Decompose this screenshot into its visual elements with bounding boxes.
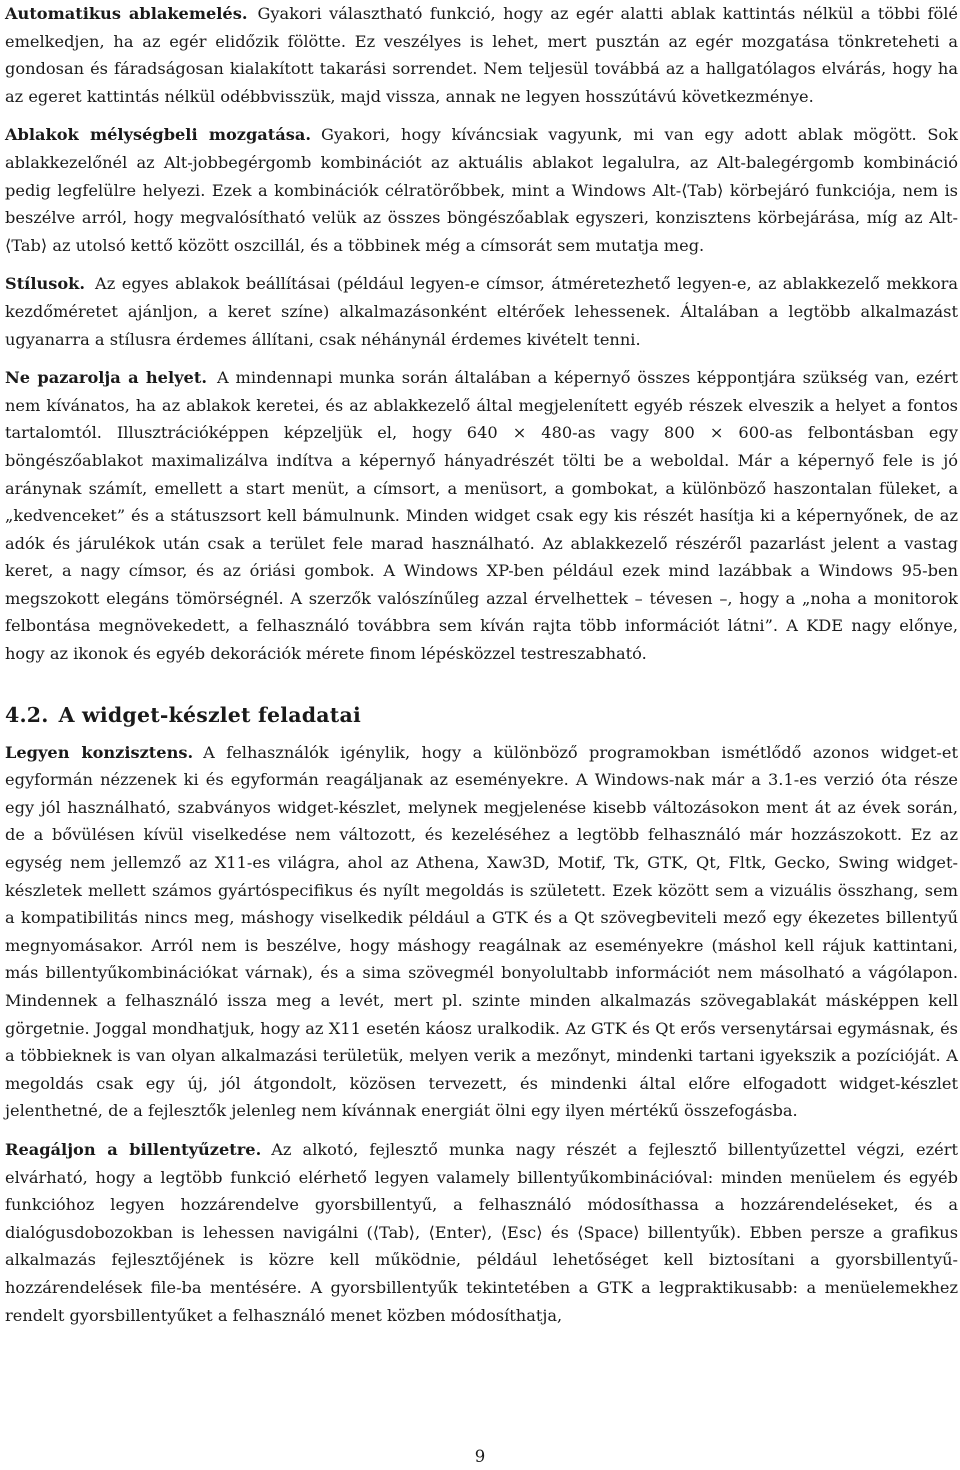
paragraph-auto-raise xyxy=(5,0,958,110)
document-page xyxy=(5,0,958,1329)
paragraph-text: A mindennapi munka során általában a képernyő összes képpontjára szükség van, ezért nem kívánatos, ha az ablakok keretei, és az ablakkezelő által megjelenített egyéb részek elveszik a helyet a fontos tartalomtól. Illusztrációképpen képzeljük el, hogy 640 × 480-as vagy 800 × 600-as felbontásban egy böngészőablakot maximalizálva indítva a képernyő hányadrészét tölti be a weboldal. Már a képernyő fele is jó aránynak számít, emellett a start menüt, a címsort, a menüsort, a gombokat, a különböző haszontalan füleket, a „kedvenceket” és a státuszsort kell bámulnunk. Minden widget csak egy kis részét hasítja ki a képernyőnek, de az adók és járulékok után csak a terület fele marad használható. Az ablakkezelő részéről pazarlást jelent a vastag keret, a nagy címsor, és az óriási gombok. A Windows XP-ben például ezek mind lazábbak a Windows 95-ben megszokott elegáns tömörségnél. A szerzők valószínűleg azzal érvelhettek – tévesen –, hogy a „noha a monitorok felbontása megnövekedett, a felhasználó továbbra sem kíván rajta több információt látni”. A KDE nagy előnye, hogy az ikonok és egyéb dekorációk mérete finom lépésközzel testreszabható. xyxy=(5,368,958,664)
paragraph-title: Reagáljon a billentyűzetre. xyxy=(5,1139,262,1159)
paragraph-consistent xyxy=(5,739,958,1125)
section-title: A widget-készlet feladatai xyxy=(58,702,361,727)
paragraph-title: Ne pazarolja a helyet. xyxy=(5,368,207,388)
paragraph-title: Stílusok. xyxy=(5,274,85,294)
paragraph-depth-moving xyxy=(5,121,958,259)
paragraph-styles xyxy=(5,270,958,353)
paragraph-text: Gyakori választható funkció, hogy az egér alatti ablak kattintás nélkül a többi fölé emelkedjen, ha az egér elidőzik fölötte. Ez veszélyes is lehet, mert pusztán az egér mozgatása tönkreteheti a gondosan és fáradságosan kialakított takarási sorrendet. Nem teljesül továbbá az a hallgatólagos elvárás, hogy ha az egeret kattintás nélkül odébbvisszük, majd vissza, annak ne legyen hosszútávú következménye. xyxy=(5,4,958,106)
paragraph-title: Ablakok mélységbeli mozgatása. xyxy=(5,125,311,145)
paragraph-text: A felhasználók igénylik, hogy a különböző programokban ismétlődő azonos widget-et egyformán nézzenek ki és egyformán reagáljanak az eseményekre. A Windows-nak már a 3.1-es verzió óta része egy jól használható, szabványos widget-készlet, melynek megjelenése kisebb változásokon ment át az évek során, de a bővülésen kívül viselkedése nem változott, és kezeléséhez a legtöbb felhasználó már hozzászokott. Ez az egység nem jellemző az X11-es világra, ahol az Athena, Xaw3D, Motif, Tk, GTK, Qt, Fltk, Gecko, Swing widget-készletek mellett számos gyártóspecifikus és nyílt megoldás is született. Ezek között sem a vizuális összhang, sem a kompatibilitás nincs meg, máshogy viselkedik például a GTK és a Qt szövegbeviteli mező egy ékezetes billentyű megnyomásakor. Arról nem is beszélve, hogy máshogy reagálnak az eseményekre (máshol kell rájuk kattintani, más billentyűkombinációkat várnak), és a sima szövegmél bonyolultabb információt nem másolható a vágólapon. Mindennek a felhasználó issza meg a levét, mert pl. szinte minden alkalmazás szövegablakát másképpen kell görgetnie. Joggal mondhatjuk, hogy az X11 esetén káosz uralkodik. Az GTK és Qt erős versenytársai egymásnak, és a többieknek is van olyan alkalmazási területük, melyen verik a mezőnyt, mindenki tartani igyekszik a pozícióját. A megoldás csak egy új, jól átgondolt, közösen tervezett, és mindenki által előre elfogadott widget-készlet jelenthetné, de a fejlesztők jelenleg nem kívánnak energiát ölni egy ilyen mértékű összefogásba. xyxy=(5,742,958,1121)
page-number: 9 xyxy=(474,1447,486,1466)
paragraph-keyboard xyxy=(5,1136,958,1329)
paragraph-dont-waste-space xyxy=(5,364,958,668)
section-heading xyxy=(5,701,958,729)
paragraph-text: Gyakori, hogy kíváncsiak vagyunk, mi van egy adott ablak mögött. Sok ablakkezelőnél az Alt-jobbegérgomb kombinációt az aktuális ablakot legalulra, az Alt-balegérgomb kombináció pedig legfelülre helyezi. Ezek a kombinációk célratörőbbek, mint a Windows Alt-⟨Tab⟩ körbejáró funkciója, nem is beszélve arról, hogy megvalósítható velük az összes böngészőablak egyszeri, konzisztens körbejárása, míg az Alt-⟨Tab⟩ az utolsó kettő között oszcillál, és a többinek még a címsorát sem mutatja meg. xyxy=(5,125,958,255)
paragraph-title: Legyen konzisztens. xyxy=(5,742,194,762)
paragraph-title: Automatikus ablakemelés. xyxy=(5,4,248,23)
paragraph-text: Az egyes ablakok beállításai (például legyen-e címsor, átméretezhető legyen-e, az ablakkezelő mekkora kezdőméretet ajánljon, a keret színe) alkalmazásonként eltérőek lehessenek. Általában a legtöbb alkalmazást ugyanarra a stílusra érdemes állítani, csak néhánynál érdemes kivételt tenni. xyxy=(5,274,958,349)
section-number: 4.2. xyxy=(5,702,49,727)
paragraph-text: Az alkotó, fejlesztő munka nagy részét a fejlesztő billentyűzettel végzi, ezért elvárható, hogy a legtöbb funkció elérhető legyen valamely billentyűkombinációval: minden menüelem és egyéb funkcióhoz legyen hozzárendelve gyorsbillentyű, a felhasználó módosíthassa a hozzárendeléseket, és a dialógusdobozokban is lehessen navigálni (⟨Tab⟩, ⟨Enter⟩, ⟨Esc⟩ és ⟨Space⟩ billentyűk). Ebben persze a grafikus alkalmazás fejlesztőjének is közre kell működnie, például lehetőséget kell biztosítani a gyorsbillentyű-hozzárendelések file-ba mentésére. A gyorsbillentyűk tekintetében a GTK a legpraktikusabb: a menüelemekhez rendelt gyorsbillentyűket a felhasználó menet közben módosíthatja, xyxy=(5,1139,958,1325)
